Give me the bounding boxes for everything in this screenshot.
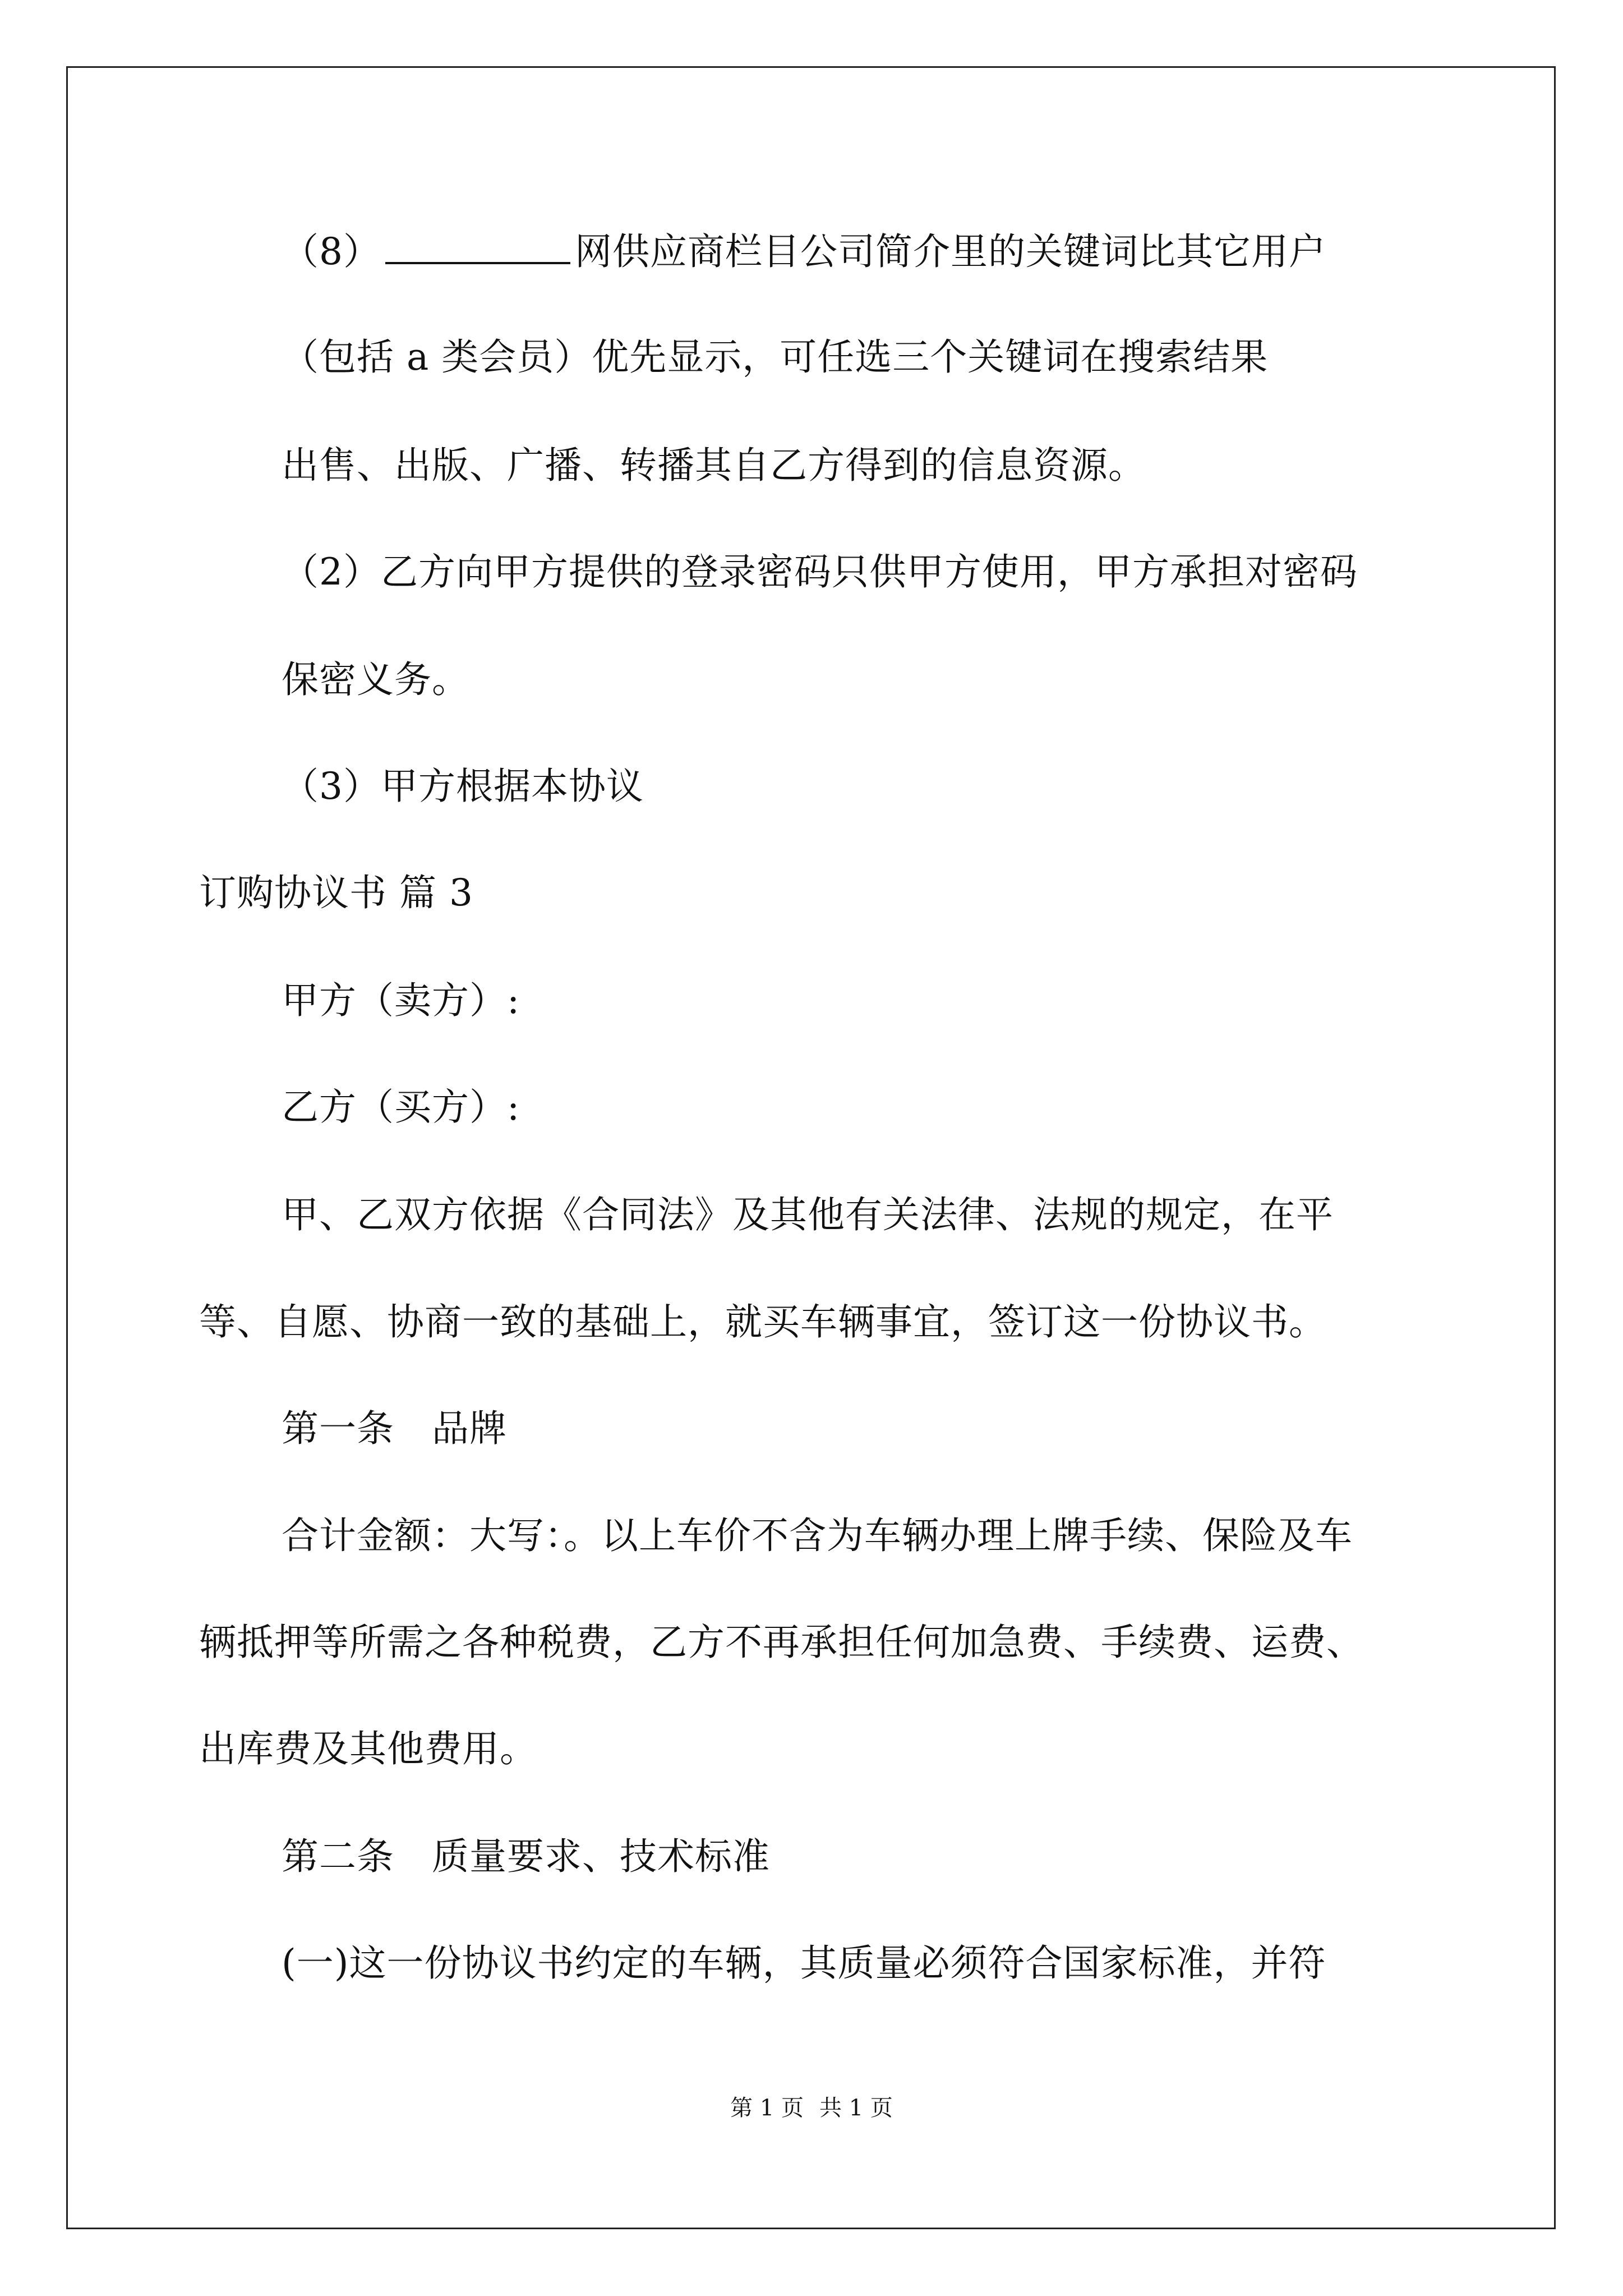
paragraph-line-5: 保密义务。 (282, 658, 469, 701)
paragraph-line-11: 等、自愿、协商一致的基础上，就买车辆事宜，签订这一份协议书。 (199, 1300, 1326, 1343)
paragraph-line-14: 辆抵押等所需之各种税费，乙方不再承担任何加急费、手续费、运费、 (199, 1621, 1364, 1664)
page-total: 共 1 页 (819, 2095, 893, 2121)
party-a-label: 甲方（卖方）: (282, 979, 520, 1022)
page-number: 第 1 页 (730, 2095, 804, 2121)
paragraph-line-15: 出库费及其他费用。 (199, 1727, 537, 1770)
paragraph-line-4: （2）乙方向甲方提供的登录密码只供甲方使用，甲方承担对密码 (282, 550, 1358, 593)
line-text: 网供应商栏目公司简介里的关键词比其它用户 (575, 230, 1326, 273)
party-b-label: 乙方（买方）: (282, 1085, 520, 1129)
article-two-heading: 第二条 质量要求、技术标准 (282, 1835, 770, 1878)
paragraph-line-17: (一)这一份协议书约定的车辆，其质量必须符合国家标准，并符 (282, 1941, 1326, 1985)
paragraph-line-3: 出售、出版、广播、转播其自乙方得到的信息资源。 (282, 444, 1146, 487)
page-footer (0, 2094, 1623, 2122)
paragraph-line-10: 甲、乙双方依据《合同法》及其他有关法律、法规的规定，在平 (282, 1193, 1334, 1236)
item-number: （8） (282, 230, 381, 273)
paragraph-line-1 (282, 227, 1326, 274)
paragraph-line-6: （3）甲方根据本协议 (282, 765, 644, 808)
section-heading: 订购协议书 篇 3 (199, 871, 473, 914)
page-border (66, 66, 1556, 2229)
paragraph-line-13: 合计金额：大写：。以上车价不含为车辆办理上牌手续、保险及车 (282, 1514, 1353, 1557)
article-one-heading: 第一条 品牌 (282, 1407, 507, 1450)
paragraph-line-2: （包括 a 类会员）优先显示，可任选三个关键词在搜索结果 (282, 335, 1269, 379)
fill-in-blank (385, 227, 570, 264)
